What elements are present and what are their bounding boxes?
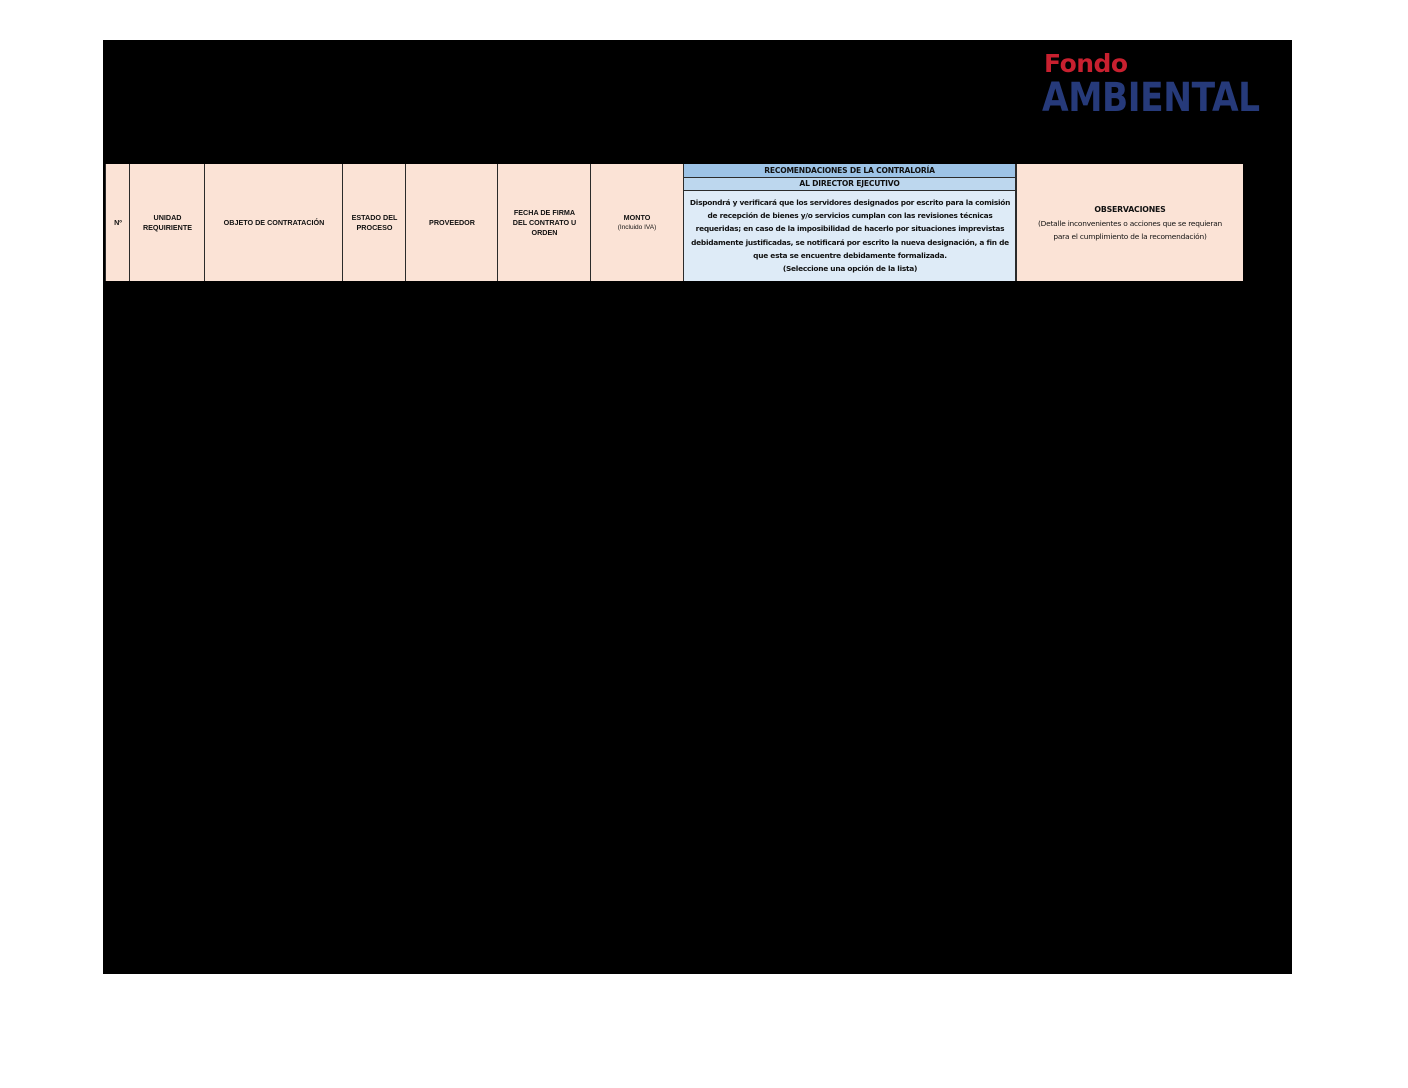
header-objeto-label: OBJETO DE CONTRATACIÓN: [223, 217, 325, 227]
observations-title: OBSERVACIONES: [1094, 205, 1166, 214]
header-fecha-firma: [497, 164, 591, 281]
recommendation-line: requeridas; en caso de la imposibilidad de hacerlo por situaciones imprevistas: [695, 224, 1005, 234]
recommendation-line: debidamente justificadas, se notificará por escrito la nueva designación, a fin de: [691, 237, 1009, 247]
header-unidad-requiriente: [129, 164, 205, 281]
observations-description: [1021, 217, 1239, 243]
recommendations-title: RECOMENDACIONES DE LA CONTRALORÍA: [684, 164, 1015, 178]
logo-top-text: Fondo: [1044, 49, 1128, 78]
header-proveedor: [405, 164, 498, 281]
header-fecha-label: FECHA DE FIRMA DEL CONTRATO U ORDEN: [512, 207, 577, 237]
header-proveedor-label: PROVEEDOR: [429, 217, 475, 227]
header-monto-label: MONTO: [623, 212, 651, 222]
observations-line: (Detalle inconvenientes o acciones que se requieran: [1037, 219, 1223, 228]
header-numero: [105, 164, 130, 281]
logo-bottom-text: AMBIENTAL: [1042, 75, 1260, 121]
recommendations-subtitle: AL DIRECTOR EJECUTIVO: [684, 178, 1015, 191]
header-objeto-contratacion: [204, 164, 343, 281]
header-monto-sublabel: (Incluido IVA): [617, 223, 657, 231]
header-unidad-label: UNIDAD REQUIRIENTE: [142, 212, 193, 232]
observations-line: para el cumplimiento de la recomendación): [1053, 232, 1207, 241]
header-numero-label: Nº: [114, 217, 122, 227]
fondo-ambiental-logo: [1042, 50, 1287, 120]
recommendation-line: Dispondrá y verificará que los servidores designados por escrito para la comisión: [689, 198, 1011, 207]
recommendations-text: [686, 196, 1014, 275]
observations-header: [1015, 164, 1243, 281]
header-estado-label: ESTADO DEL PROCESO: [351, 212, 398, 232]
header-monto: [590, 164, 683, 281]
header-estado-proceso: [342, 164, 406, 281]
recommendation-note: (Seleccione una opción de la lista): [782, 264, 918, 274]
recommendations-header: [683, 164, 1015, 281]
recommendation-line: de recepción de bienes y/o servicios cumplan con las revisiones técnicas: [707, 211, 993, 221]
recommendation-line: que esta se encuentre debidamente formalizada.: [753, 250, 947, 260]
